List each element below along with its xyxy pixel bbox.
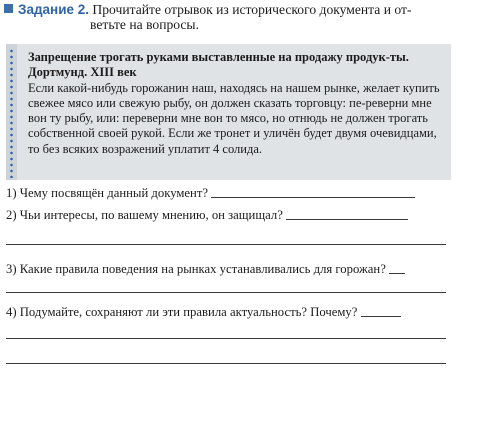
task-instruction-line-2: ветьте на вопросы. xyxy=(90,17,199,32)
document-content xyxy=(28,50,443,157)
document-excerpt-box xyxy=(6,44,451,180)
question-1-text: 1) Чему посвящён данный документ? xyxy=(6,186,209,200)
answer-field-3[interactable] xyxy=(389,273,405,274)
task-header xyxy=(4,2,474,32)
question-3-text: 3) Какие правила поведения на рынках устанавливались для горожан? xyxy=(6,262,386,276)
dotted-border-icon xyxy=(9,48,14,178)
question-2 xyxy=(6,208,446,223)
question-4 xyxy=(6,305,446,320)
task-instruction-line-1: Прочитайте отрывок из исторического документа и от- xyxy=(92,2,412,17)
task-label: Задание 2. xyxy=(18,2,90,17)
question-3 xyxy=(6,262,446,277)
answer-field-2[interactable] xyxy=(286,219,408,220)
answer-line-4b[interactable] xyxy=(6,363,446,364)
answer-line-2[interactable] xyxy=(6,244,446,245)
question-4-text: 4) Подумайте, сохраняют ли эти правила актуальность? Почему? xyxy=(6,305,358,319)
decorative-border xyxy=(6,44,17,180)
square-bullet-icon xyxy=(4,4,13,13)
document-body: Если какой-нибудь горожанин наш, находясь на нашем рынке, желает купить свежее мясо или свежую рыбу, он должен сказать торговцу: пе-реверни мне вон ту рыбу, или: переверни мне вон то мясо, но отнюдь не должен трогать собственной своей рукой. Если же тронет и уличён будет двумя очевидцами, то без всяких возражений уплатит 4 солида. xyxy=(28,80,440,156)
document-title: Запрещение трогать руками выставленные на продажу продук-ты. Дортмунд. XIII век xyxy=(28,50,409,80)
answer-line-4a[interactable] xyxy=(6,338,446,339)
question-1 xyxy=(6,186,446,201)
answer-line-3[interactable] xyxy=(6,292,446,293)
answer-field-4[interactable] xyxy=(361,316,401,317)
question-2-text: 2) Чьи интересы, по вашему мнению, он защищал? xyxy=(6,208,283,222)
answer-field-1[interactable] xyxy=(211,197,415,198)
